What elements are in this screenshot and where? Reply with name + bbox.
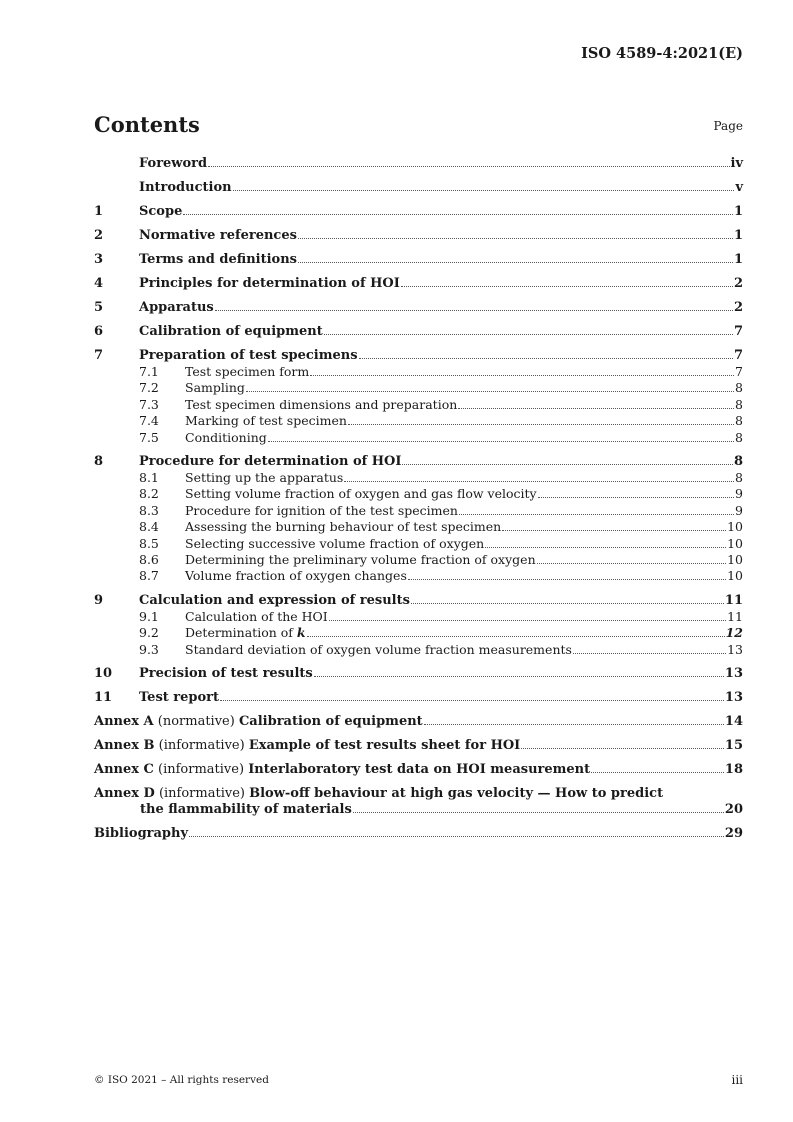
toc-annex-prefix: Annex C (94, 762, 154, 778)
toc-entry-page: 1 (733, 204, 743, 219)
toc-annex[interactable] (94, 714, 743, 730)
toc-annex-label (94, 762, 590, 778)
toc-leader-dots (401, 286, 733, 287)
toc-subentry-label-text: Marking of test specimen (185, 413, 347, 429)
toc-subentry-label-text: Setting up the apparatus (185, 470, 344, 486)
toc-entry-label: Calculation and expression of results (139, 592, 410, 608)
toc-annex-title-cont: the flammability of materials (140, 802, 352, 818)
toc-entry[interactable] (94, 690, 743, 706)
toc-annex-prefix: Annex A (94, 714, 154, 730)
toc-leader-dots (298, 238, 733, 239)
toc-subentry-label-text: Calculation of the HOI (185, 608, 328, 624)
toc-subentry[interactable] (94, 430, 743, 446)
toc-subentry[interactable] (94, 397, 743, 413)
toc-subentry-number: 8.4 (139, 519, 159, 535)
toc-entry-label: Normative references (139, 228, 297, 243)
toc-annex-page: 20 (724, 802, 743, 818)
toc-entry-label: Apparatus (139, 300, 214, 315)
toc-subentry[interactable] (94, 519, 743, 535)
toc-subentry-number: 8.3 (139, 502, 159, 518)
toc-subentry-label-text: Determination of (185, 625, 297, 641)
toc-annex-page: 14 (724, 714, 743, 730)
toc-subentry-label (185, 470, 343, 486)
toc-subentry-number: 7.2 (139, 380, 159, 396)
toc-leader-dots (329, 620, 726, 621)
toc-entry-number: 9 (94, 592, 104, 608)
toc-subentry-page: 11 (727, 608, 743, 624)
page-title: Contents (94, 112, 200, 137)
toc-leader-dots (348, 424, 734, 425)
toc-subentry-label (185, 380, 245, 396)
toc-leader-dots (402, 464, 733, 465)
toc-subentry[interactable] (94, 536, 743, 552)
toc-subentry[interactable] (94, 625, 743, 641)
toc-subentry-label (185, 503, 458, 519)
toc-subentry[interactable] (94, 552, 743, 568)
toc-entry-number: 4 (94, 276, 104, 291)
toc-annex-type: (informative) (153, 762, 249, 778)
toc-subentry-label (185, 609, 328, 625)
toc-subentry-page: 9 (735, 486, 743, 502)
toc-subentry-label (185, 413, 347, 429)
toc-subentry-label (185, 519, 501, 535)
toc-bibliography-label: Bibliography (94, 826, 189, 842)
toc-subentry-label-text: Conditioning (185, 429, 267, 445)
toc-entry-number: 11 (94, 690, 113, 706)
toc-entry-number: 6 (94, 324, 104, 339)
toc-leader-dots (220, 700, 724, 701)
toc-subentry-page: 10 (727, 552, 743, 568)
toc-subentry-number: 7.1 (139, 364, 159, 379)
toc-leader-dots (307, 636, 725, 637)
toc-subentry-page: 8 (735, 380, 743, 396)
toc-annex-title: Calibration of equipment (238, 714, 423, 730)
toc-annex-page: 15 (724, 738, 743, 754)
toc-subentry[interactable] (94, 642, 743, 658)
standard-id: ISO 4589-4:2021(E) (581, 45, 743, 62)
toc-entry-page: 7 (733, 324, 743, 339)
toc-subentry-number: 9.1 (139, 608, 159, 624)
toc-subentry-page: 8 (735, 429, 743, 445)
toc-bibliography[interactable] (94, 826, 743, 842)
toc-entry-page: 1 (733, 252, 743, 267)
toc-subentry[interactable] (94, 568, 743, 584)
toc-subentry-number: 7.5 (139, 429, 159, 445)
toc-entry-label: Preparation of test specimens (139, 348, 358, 363)
table-of-contents (94, 156, 743, 842)
toc-leader-dots (538, 497, 734, 498)
footer-page-number: iii (731, 1073, 743, 1087)
toc-subentry[interactable] (94, 380, 743, 396)
toc-subentry-page: 10 (727, 535, 743, 551)
toc-entry-label: Introduction (139, 180, 232, 195)
toc-subentry-label (185, 397, 457, 413)
footer-copyright: © ISO 2021 – All rights reserved (94, 1074, 269, 1086)
toc-annex-type: (informative) (154, 786, 250, 802)
toc-leader-dots (233, 190, 735, 191)
toc-leader-dots (458, 408, 734, 409)
toc-subentry-page: 10 (727, 568, 743, 584)
toc-leader-dots (344, 481, 734, 482)
toc-subentry-number: 8.5 (139, 535, 159, 551)
toc-leader-dots (215, 310, 733, 311)
toc-entry[interactable] (94, 180, 743, 196)
toc-subentry-number: 8.7 (139, 568, 159, 584)
toc-annex-second-line (94, 802, 743, 818)
toc-annex[interactable] (94, 786, 743, 818)
toc-entry-number: 10 (94, 666, 113, 682)
toc-entry-page: v (735, 180, 743, 195)
toc-entry-label: Calibration of equipment (139, 324, 323, 339)
toc-entry[interactable] (94, 324, 743, 340)
toc-entry-number: 1 (94, 204, 104, 219)
toc-subentry-number: 8.6 (139, 552, 159, 568)
toc-annex[interactable] (94, 762, 743, 778)
toc-entry-page: 8 (733, 454, 743, 470)
toc-subentry-label (185, 430, 267, 446)
toc-leader-dots (208, 166, 729, 167)
toc-entry-number: 3 (94, 252, 104, 267)
toc-leader-dots (573, 653, 726, 654)
toc-annex-type: (normative) (153, 714, 239, 730)
toc-subentry-page: 8 (735, 413, 743, 429)
toc-subentry-label (185, 642, 572, 658)
toc-entry[interactable] (94, 454, 743, 470)
toc-subentry[interactable] (94, 609, 743, 625)
toc-leader-dots (268, 441, 734, 442)
toc-subentry-label-text: Sampling (185, 380, 245, 396)
toc-entry-number: 7 (94, 348, 104, 363)
toc-leader-dots (485, 547, 726, 548)
toc-subentry-label-text: Assessing the burning behaviour of test specimen (185, 519, 502, 535)
toc-leader-dots (521, 748, 724, 749)
toc-annex[interactable] (94, 738, 743, 754)
toc-annex-prefix: Annex B (94, 738, 155, 754)
toc-subentry-page: 7 (735, 364, 743, 379)
toc-leader-dots (314, 676, 724, 677)
toc-entry[interactable] (94, 276, 743, 292)
toc-subentry-label-text: Procedure for ignition of the test specimen (185, 502, 458, 518)
toc-annex-page: 18 (724, 762, 743, 778)
toc-subentry-number: 7.4 (139, 413, 159, 429)
toc-leader-dots (537, 563, 726, 564)
toc-entry-page: 1 (733, 228, 743, 243)
toc-subentry-label-text: Determining the preliminary volume fraction of oxygen (185, 552, 536, 568)
toc-leader-dots (189, 836, 724, 837)
toc-subentry-symbol: k (296, 625, 306, 641)
toc-entry-page: iv (730, 156, 743, 171)
toc-leader-dots (408, 579, 726, 580)
toc-entry-label: Terms and definitions (139, 252, 297, 267)
toc-annex-title: Blow-off behaviour at high gas velocity — How to predict (249, 786, 664, 802)
toc-entry[interactable] (94, 348, 743, 364)
toc-entry-page: 13 (724, 666, 743, 682)
toc-entry-page: 7 (733, 348, 743, 363)
toc-entry-number: 2 (94, 228, 104, 243)
toc-leader-dots (459, 514, 734, 515)
toc-entry-number: 5 (94, 300, 104, 315)
toc-subentry-label-text: Volume fraction of oxygen changes (185, 568, 407, 584)
toc-entry[interactable] (94, 156, 743, 172)
toc-subentry-page: 8 (735, 396, 743, 412)
toc-leader-dots (359, 358, 733, 359)
toc-leader-dots (502, 530, 726, 531)
toc-leader-dots (353, 812, 724, 813)
toc-leader-dots (310, 375, 734, 376)
toc-entry[interactable] (94, 228, 743, 244)
toc-leader-dots (591, 772, 724, 773)
toc-annex-title: Interlaboratory test data on HOI measurement (248, 762, 591, 778)
toc-annex-title: Example of test results sheet for HOI (248, 738, 521, 754)
toc-entry[interactable] (94, 300, 743, 316)
toc-entry-page: 13 (724, 690, 743, 706)
toc-entry-page: 2 (733, 300, 743, 315)
toc-subentry-label-text: Test specimen dimensions and preparation (185, 396, 458, 412)
toc-subentry-page: 12 (725, 625, 743, 641)
toc-leader-dots (298, 262, 733, 263)
toc-annex-prefix: Annex D (94, 786, 155, 802)
toc-entry-label: Scope (139, 204, 183, 219)
toc-subentry-number: 7.3 (139, 396, 159, 412)
toc-annex-label (94, 714, 423, 730)
toc-subentry-label-text: Selecting successive volume fraction of oxygen (185, 535, 485, 551)
toc-entry-page: 2 (733, 276, 743, 291)
toc-leader-dots (246, 391, 734, 392)
toc-leader-dots (411, 603, 724, 604)
toc-leader-dots (424, 724, 724, 725)
toc-subentry-page: 10 (727, 519, 743, 535)
toc-subentry[interactable] (94, 470, 743, 486)
toc-entry[interactable] (94, 593, 743, 609)
toc-subentry[interactable] (94, 486, 743, 502)
toc-annex-label (94, 738, 520, 754)
toc-subentry-number: 8.1 (139, 470, 159, 486)
toc-subentry-number: 9.3 (139, 641, 159, 657)
toc-annex-type: (informative) (154, 738, 249, 754)
toc-subentry-label (185, 568, 407, 584)
toc-subentry-label (185, 364, 309, 380)
toc-subentry-number: 9.2 (139, 625, 159, 641)
page-column-label: Page (713, 119, 743, 133)
toc-entry-number: 8 (94, 454, 104, 470)
toc-subentry-number: 8.2 (139, 486, 159, 502)
toc-subentry-label-text: Setting volume fraction of oxygen and gas flow velocity (185, 486, 537, 502)
toc-subentry-label-text: Test specimen form (185, 364, 310, 379)
toc-entry[interactable] (94, 666, 743, 682)
toc-bibliography-page: 29 (724, 826, 743, 842)
toc-annex-first-line (94, 786, 743, 802)
toc-subentry-label (185, 536, 484, 552)
toc-entry[interactable] (94, 252, 743, 268)
toc-subentry-label (185, 486, 537, 502)
toc-leader-dots (324, 334, 733, 335)
toc-subentry-label-text: Standard deviation of oxygen volume fraction measurements (185, 641, 572, 657)
toc-subentry-page: 13 (727, 641, 743, 657)
toc-subentry[interactable] (94, 503, 743, 519)
toc-entry[interactable] (94, 204, 743, 220)
toc-entry-label: Precision of test results (139, 666, 313, 682)
toc-subentry-page: 9 (735, 502, 743, 518)
toc-leader-dots (183, 214, 733, 215)
toc-subentry-label (185, 625, 306, 641)
toc-entry-label: Procedure for determination of HOI (139, 454, 402, 470)
toc-subentry-label (185, 552, 536, 568)
toc-subentry-page: 8 (735, 470, 743, 486)
toc-entry-label: Foreword (139, 156, 208, 171)
toc-entry-label: Test report (139, 690, 220, 706)
toc-entry-label: Principles for determination of HOI (139, 276, 400, 291)
toc-subentry[interactable] (94, 364, 743, 380)
toc-entry-page: 11 (724, 592, 743, 608)
toc-subentry[interactable] (94, 413, 743, 429)
